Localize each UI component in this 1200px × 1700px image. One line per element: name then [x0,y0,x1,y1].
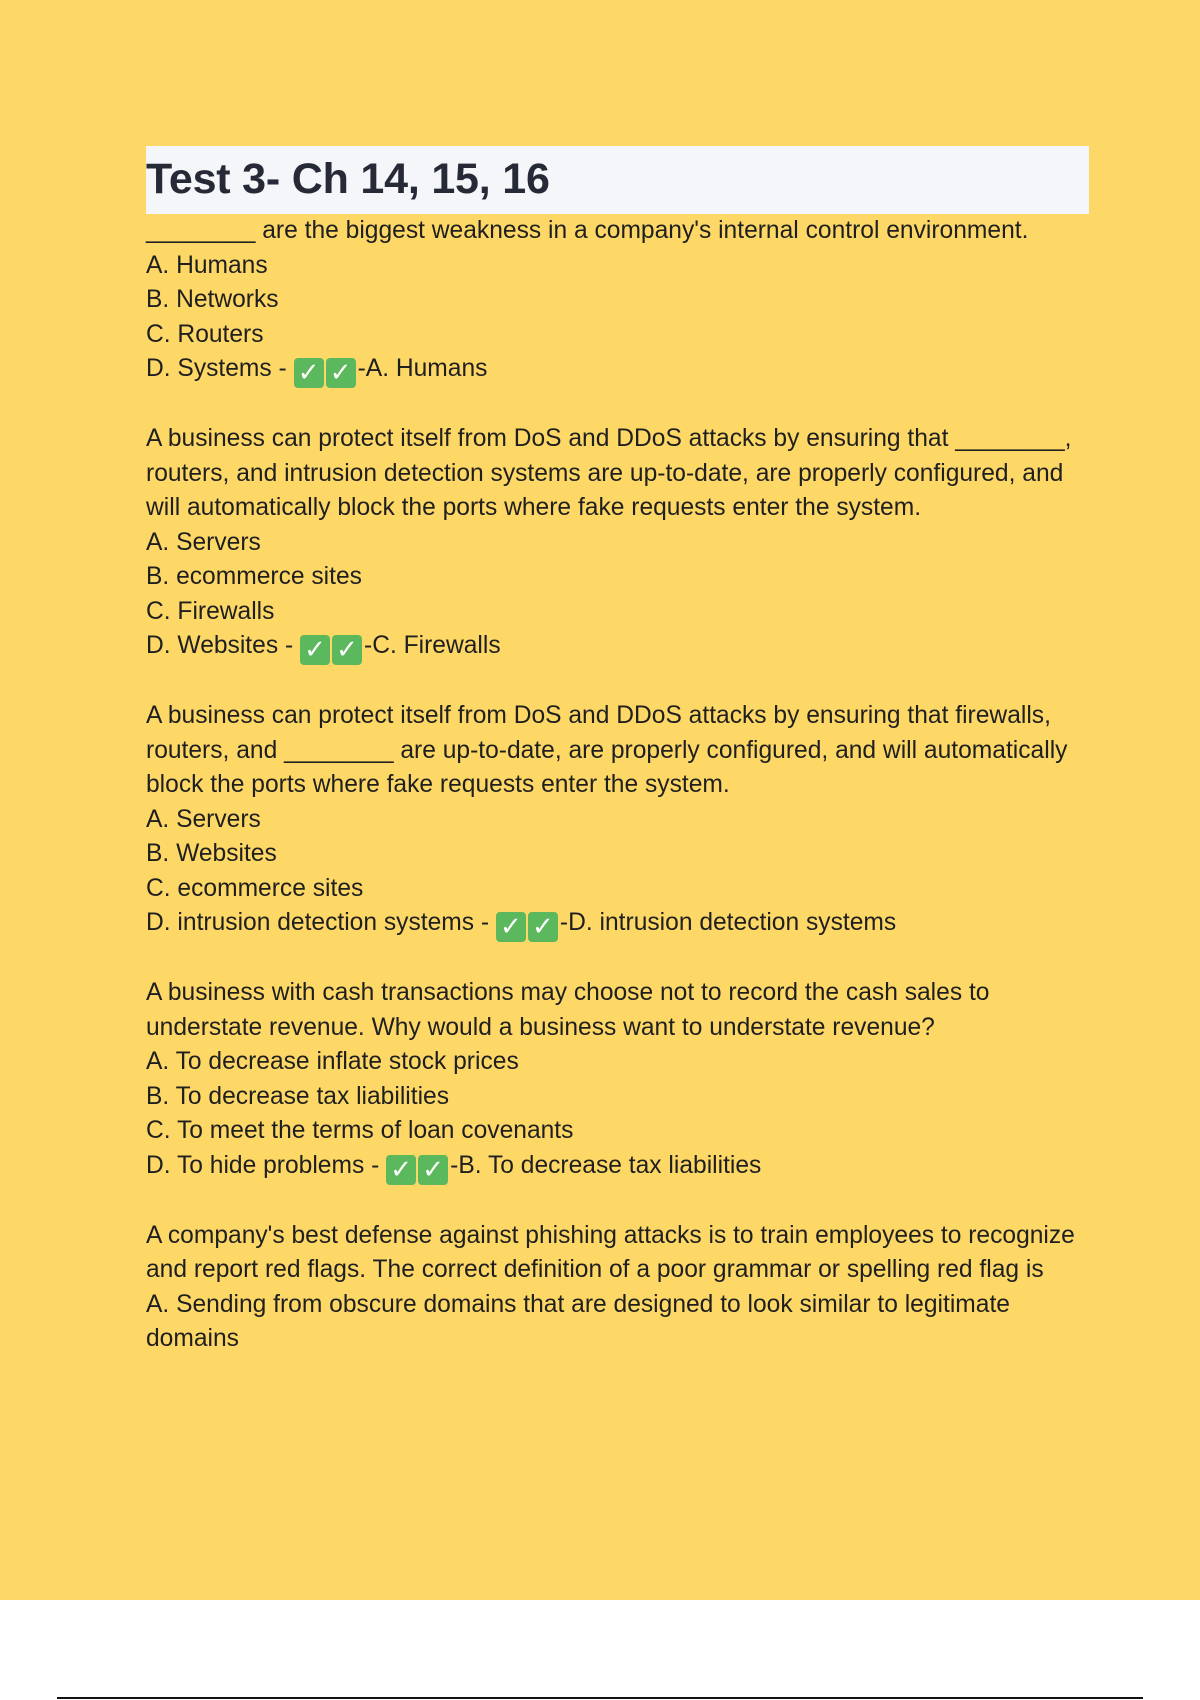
answer-option [146,906,1089,942]
option-label: A. Humans [146,251,268,279]
page-title: Test 3- Ch 14, 15, 16 [146,155,550,203]
option-label: C. Routers [146,320,264,348]
answer-option [146,595,1089,630]
question-block [146,214,1089,388]
question-block [146,422,1089,665]
question-block [146,699,1089,942]
check-mark-icon: ✓ [294,358,324,388]
answer-option [146,1149,1089,1185]
correct-answer: -B. To decrease tax liabilities [450,1151,762,1179]
option-label: D. Websites - [146,632,294,659]
option-label: D. intrusion detection systems - [146,909,490,936]
option-label: A. To decrease inflate stock prices [146,1048,519,1075]
answer-option [146,629,1089,665]
title-band [146,146,1089,214]
option-label: B. Websites [146,840,277,867]
correct-answer: -C. Firewalls [364,632,501,659]
footer-divider [57,1697,1143,1699]
answer-option [146,803,1089,838]
answer-option [146,249,1089,284]
option-label: B. ecommerce sites [146,563,362,590]
check-mark-icon: ✓ [528,912,558,942]
check-mark-icon: ✓ [332,635,362,665]
question-list [146,214,1089,1357]
check-mark-icon: ✓ [326,358,356,388]
answer-option [146,1045,1089,1080]
option-label: C. ecommerce sites [146,874,364,902]
option-label: D. Systems - [146,355,287,382]
answer-option [146,560,1089,595]
answer-option [146,837,1089,872]
correct-answer: -A. Humans [357,355,488,382]
answer-option [146,872,1089,907]
option-label: A. Servers [146,805,261,833]
option-label: C. To meet the terms of loan covenants [146,1117,574,1144]
answer-option [146,1080,1089,1115]
option-label: B. Networks [146,286,279,313]
answer-option [146,283,1089,318]
question-block [146,976,1089,1185]
correct-answer: -D. intrusion detection systems [559,909,897,936]
answer-option [146,318,1089,353]
answer-option [146,352,1089,388]
check-mark-icon: ✓ [496,912,526,942]
option-label: B. To decrease tax liabilities [146,1082,450,1110]
answer-option [146,526,1089,561]
option-label: C. Firewalls [146,597,275,625]
option-label: A. Servers [146,528,261,556]
answer-option [146,1288,1089,1357]
document-content [146,146,1089,1391]
question-text: ________ are the biggest weakness in a company's internal control environment. [146,217,1029,244]
question-text: A business can protect itself from DoS and DDoS attacks by ensuring that ________, routers, and intrusion detection systems are up-to-date, are properly configured, and will automatically block the ports where fake requests enter the system. [146,425,1072,521]
check-mark-icon: ✓ [386,1155,416,1185]
answer-option [146,1114,1089,1149]
question-text: A company's best defense against phishing attacks is to train employees to recognize and report red flags. The correct definition of a poor grammar or spelling red flag is [146,1221,1075,1283]
check-mark-icon: ✓ [418,1155,448,1185]
question-text: A business with cash transactions may choose not to record the cash sales to understate revenue. Why would a business want to understate revenue? [146,979,990,1041]
check-mark-icon: ✓ [300,635,330,665]
option-label: D. To hide problems - [146,1151,380,1179]
option-label: A. Sending from obscure domains that are designed to look similar to legitimate domains [146,1290,1010,1352]
question-text: A business can protect itself from DoS and DDoS attacks by ensuring that firewalls, routers, and ________ are up-to-date, are properly configured, and will automatically block the ports where fake requests enter the system. [146,702,1068,798]
question-block [146,1219,1089,1357]
